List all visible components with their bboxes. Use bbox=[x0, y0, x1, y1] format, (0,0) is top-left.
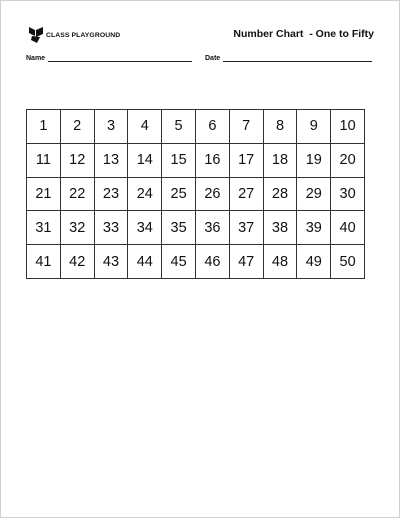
number-cell: 24 bbox=[128, 177, 162, 211]
date-label: Date bbox=[205, 55, 221, 62]
number-cell: 9 bbox=[297, 110, 331, 144]
number-cell: 13 bbox=[94, 143, 128, 177]
number-cell: 37 bbox=[229, 211, 263, 245]
brand bbox=[28, 26, 120, 44]
number-cell: 39 bbox=[297, 211, 331, 245]
number-cell: 26 bbox=[195, 177, 229, 211]
number-cell: 18 bbox=[263, 143, 297, 177]
date-line[interactable] bbox=[223, 54, 372, 62]
name-label: Name bbox=[26, 55, 46, 62]
number-cell: 21 bbox=[27, 177, 61, 211]
number-cell: 49 bbox=[297, 245, 331, 279]
number-cell: 11 bbox=[27, 143, 61, 177]
number-cell: 25 bbox=[162, 177, 196, 211]
date-field[interactable] bbox=[205, 54, 372, 62]
number-cell: 31 bbox=[27, 211, 61, 245]
number-cell: 6 bbox=[195, 110, 229, 144]
number-cell: 34 bbox=[128, 211, 162, 245]
number-cell: 22 bbox=[60, 177, 94, 211]
number-cell: 12 bbox=[60, 143, 94, 177]
chart-row bbox=[27, 143, 365, 177]
number-cell: 20 bbox=[331, 143, 365, 177]
number-cell: 33 bbox=[94, 211, 128, 245]
number-cell: 44 bbox=[128, 245, 162, 279]
chart-row bbox=[27, 245, 365, 279]
number-cell: 38 bbox=[263, 211, 297, 245]
stacked-shapes-logo-icon bbox=[28, 26, 44, 44]
page-title: Number Chart - One to Fifty bbox=[233, 28, 374, 40]
number-cell: 3 bbox=[94, 110, 128, 144]
number-cell: 14 bbox=[128, 143, 162, 177]
number-cell: 50 bbox=[331, 245, 365, 279]
number-cell: 36 bbox=[195, 211, 229, 245]
number-cell: 5 bbox=[162, 110, 196, 144]
number-cell: 17 bbox=[229, 143, 263, 177]
number-cell: 7 bbox=[229, 110, 263, 144]
name-field[interactable] bbox=[26, 54, 192, 62]
number-cell: 16 bbox=[195, 143, 229, 177]
number-cell: 30 bbox=[331, 177, 365, 211]
number-cell: 43 bbox=[94, 245, 128, 279]
number-cell: 47 bbox=[229, 245, 263, 279]
number-cell: 45 bbox=[162, 245, 196, 279]
number-cell: 1 bbox=[27, 110, 61, 144]
chart-row bbox=[27, 177, 365, 211]
number-cell: 46 bbox=[195, 245, 229, 279]
number-cell: 48 bbox=[263, 245, 297, 279]
number-cell: 42 bbox=[60, 245, 94, 279]
number-cell: 19 bbox=[297, 143, 331, 177]
number-cell: 35 bbox=[162, 211, 196, 245]
number-cell: 28 bbox=[263, 177, 297, 211]
number-cell: 15 bbox=[162, 143, 196, 177]
number-cell: 4 bbox=[128, 110, 162, 144]
number-cell: 10 bbox=[331, 110, 365, 144]
number-cell: 29 bbox=[297, 177, 331, 211]
number-cell: 2 bbox=[60, 110, 94, 144]
chart-row bbox=[27, 110, 365, 144]
brand-name: CLASS PLAYGROUND bbox=[46, 32, 121, 39]
number-cell: 23 bbox=[94, 177, 128, 211]
number-cell: 27 bbox=[229, 177, 263, 211]
number-cell: 32 bbox=[60, 211, 94, 245]
number-cell: 8 bbox=[263, 110, 297, 144]
name-line[interactable] bbox=[48, 54, 192, 62]
number-cell: 41 bbox=[27, 245, 61, 279]
number-cell: 40 bbox=[331, 211, 365, 245]
number-chart-grid bbox=[26, 109, 365, 279]
chart-row bbox=[27, 211, 365, 245]
